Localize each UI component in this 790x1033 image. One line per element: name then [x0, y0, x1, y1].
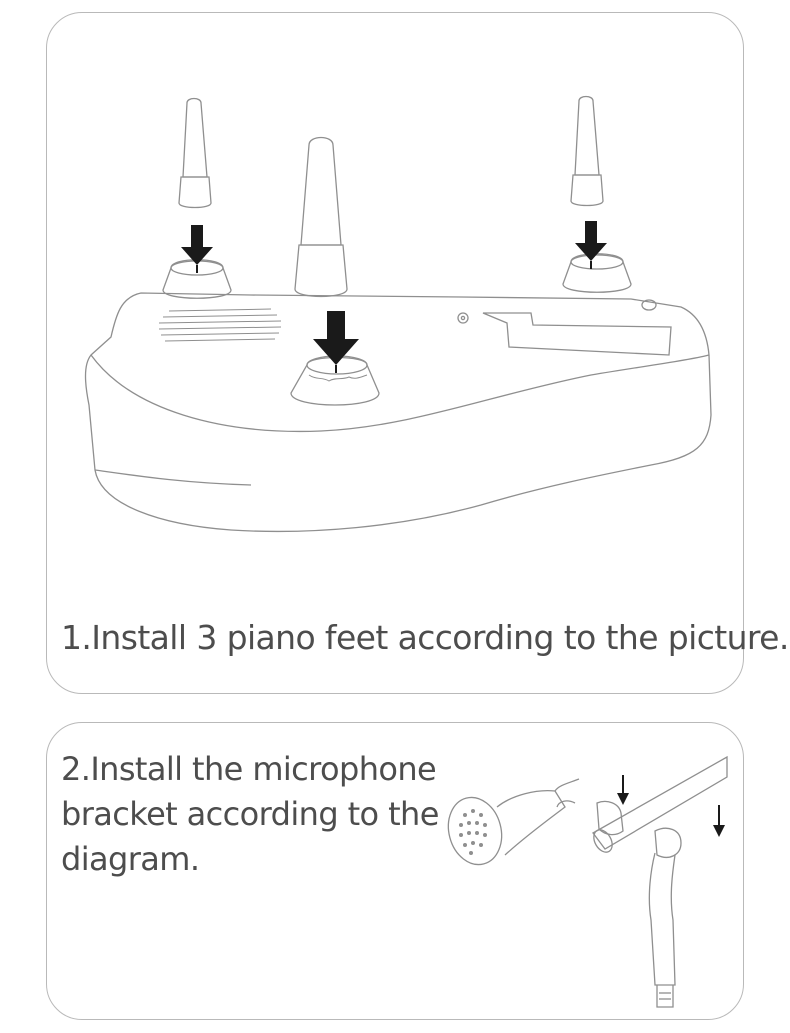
step-2-caption: 2.Install the microphone bracket according to the diagram. [61, 750, 439, 878]
step-1-caption: 1.Install 3 piano feet according to the picture. [61, 618, 789, 657]
microphone-bracket-diagram [437, 745, 737, 1020]
step-1-panel [46, 12, 789, 694]
step-2-panel [46, 722, 744, 1020]
piano-feet-diagram [71, 75, 721, 575]
